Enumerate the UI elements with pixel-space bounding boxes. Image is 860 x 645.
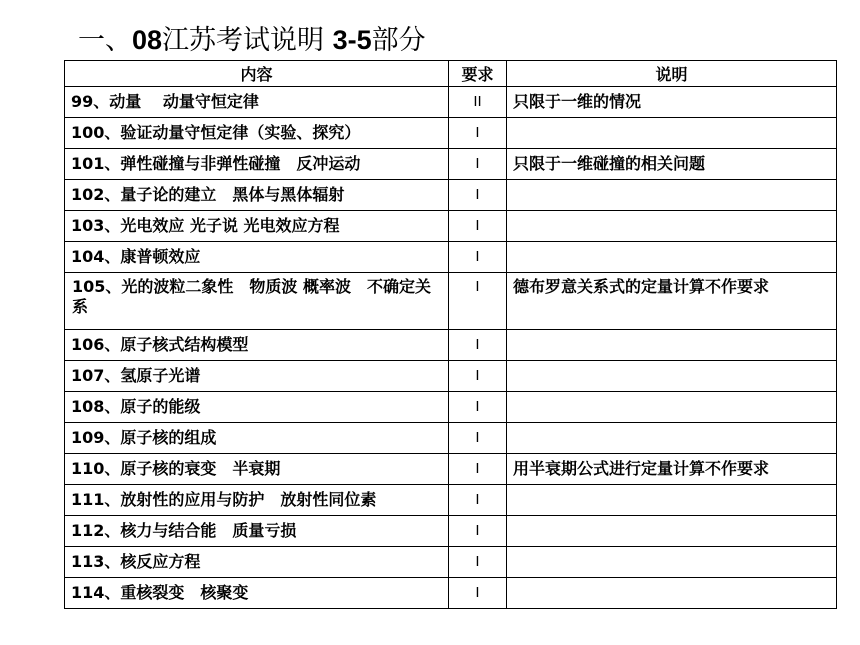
row-level: I	[449, 361, 507, 392]
table-row	[65, 242, 837, 273]
row-note	[507, 180, 837, 211]
row-note	[507, 547, 837, 578]
table-row	[65, 149, 837, 180]
row-note	[507, 578, 837, 609]
row-note	[507, 392, 837, 423]
table-row	[65, 516, 837, 547]
row-content: 114、重核裂变 核聚变	[65, 578, 449, 609]
row-content: 108、原子的能级	[65, 392, 449, 423]
row-content: 100、验证动量守恒定律（实验、探究）	[65, 118, 449, 149]
row-content: 99、动量 动量守恒定律	[65, 87, 449, 118]
row-level: I	[449, 330, 507, 361]
table-row	[65, 330, 837, 361]
row-level: I	[449, 392, 507, 423]
row-content: 107、氢原子光谱	[65, 361, 449, 392]
row-level: I	[449, 454, 507, 485]
row-level: I	[449, 547, 507, 578]
table-row	[65, 211, 837, 242]
table-header-row	[65, 61, 837, 87]
row-level: I	[449, 180, 507, 211]
row-content: 112、核力与结合能 质量亏损	[65, 516, 449, 547]
row-note	[507, 361, 837, 392]
table-row	[65, 578, 837, 609]
title-prefix: 一、	[78, 25, 132, 56]
table-row	[65, 180, 837, 211]
row-level: I	[449, 578, 507, 609]
row-level: I	[449, 118, 507, 149]
row-note	[507, 423, 837, 454]
row-note: 德布罗意关系式的定量计算不作要求	[507, 273, 837, 330]
row-content: 111、放射性的应用与防护 放射性同位素	[65, 485, 449, 516]
row-note	[507, 516, 837, 547]
table-row	[65, 118, 837, 149]
row-note	[507, 118, 837, 149]
table-row	[65, 87, 837, 118]
row-note: 用半衰期公式进行定量计算不作要求	[507, 454, 837, 485]
row-content: 103、光电效应 光子说 光电效应方程	[65, 211, 449, 242]
row-note	[507, 242, 837, 273]
row-level: I	[449, 149, 507, 180]
requirements-table	[64, 60, 837, 609]
row-level: I	[449, 242, 507, 273]
row-content: 106、原子核式结构模型	[65, 330, 449, 361]
title-range: 3-5	[332, 25, 372, 55]
row-level: I	[449, 485, 507, 516]
table-row	[65, 392, 837, 423]
header-content: 内容	[65, 61, 449, 87]
header-level: 要求	[449, 61, 507, 87]
row-level: I	[449, 516, 507, 547]
row-content: 102、量子论的建立 黑体与黑体辐射	[65, 180, 449, 211]
row-content: 104、康普顿效应	[65, 242, 449, 273]
title-suffix: 部分	[371, 25, 426, 56]
row-note	[507, 330, 837, 361]
row-content: 101、弹性碰撞与非弹性碰撞 反冲运动	[65, 149, 449, 180]
row-note	[507, 211, 837, 242]
title-main: 江苏考试说明	[162, 25, 333, 56]
table-row	[65, 485, 837, 516]
row-note: 只限于一维碰撞的相关问题	[507, 149, 837, 180]
table-row	[65, 273, 837, 330]
row-content: 110、原子核的衰变 半衰期	[65, 454, 449, 485]
row-note: 只限于一维的情况	[507, 87, 837, 118]
row-content: 105、光的波粒二象性 物质波 概率波 不确定关系	[65, 273, 449, 330]
title-number: 08	[132, 25, 163, 55]
table-row	[65, 361, 837, 392]
table-row	[65, 547, 837, 578]
table-row	[65, 423, 837, 454]
row-content: 109、原子核的组成	[65, 423, 449, 454]
row-level: II	[449, 87, 507, 118]
row-level: I	[449, 211, 507, 242]
row-level: I	[449, 273, 507, 330]
row-note	[507, 485, 837, 516]
row-level: I	[449, 423, 507, 454]
page-title	[78, 20, 426, 60]
table-row	[65, 454, 837, 485]
header-note: 说明	[507, 61, 837, 87]
row-content: 113、核反应方程	[65, 547, 449, 578]
